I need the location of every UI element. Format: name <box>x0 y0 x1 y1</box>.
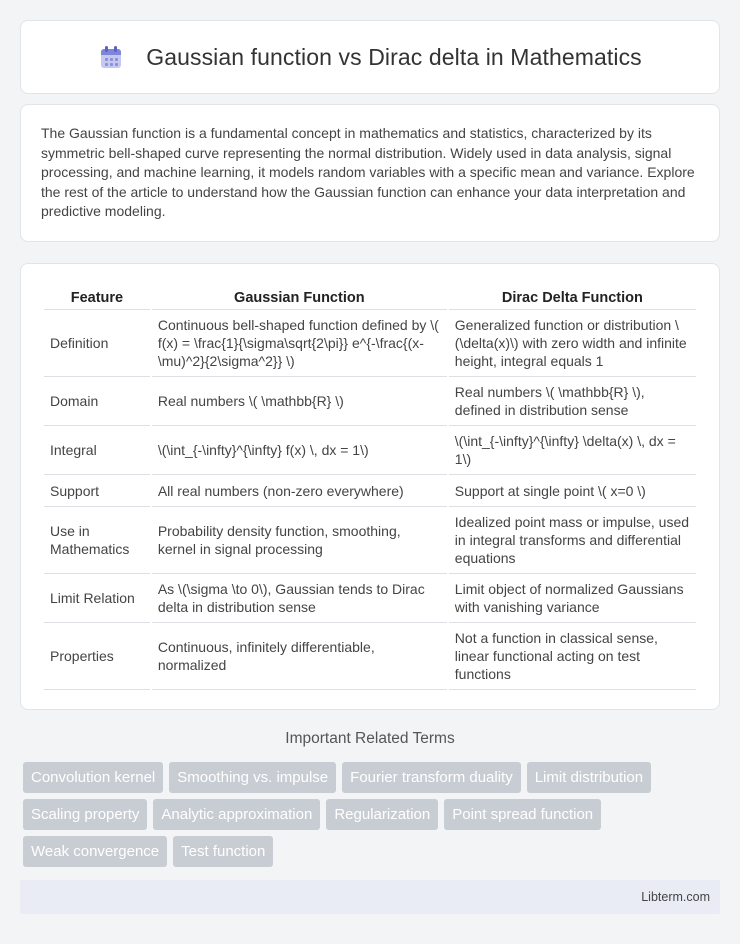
header-gaussian: Gaussian Function <box>152 284 447 310</box>
row-dirac: Support at single point \( x=0 \) <box>449 475 696 507</box>
row-feature: Use in Mathematics <box>44 507 150 574</box>
row-gaussian: Probability density function, smoothing, kernel in signal processing <box>152 507 447 574</box>
table-header-row <box>44 284 696 310</box>
row-dirac: \(\int_{-\infty}^{\infty} \delta(x) \, dx = 1\) <box>449 426 696 475</box>
row-feature: Properties <box>44 623 150 690</box>
header-dirac: Dirac Delta Function <box>449 284 696 310</box>
row-feature: Limit Relation <box>44 574 150 623</box>
footer-brand-link[interactable]: Libterm.com <box>641 890 710 904</box>
table-row <box>44 623 696 690</box>
calendar-icon <box>98 44 124 70</box>
row-feature: Domain <box>44 377 150 426</box>
related-terms-list <box>23 762 723 873</box>
row-gaussian: As \(\sigma \to 0\), Gaussian tends to Dirac delta in distribution sense <box>152 574 447 623</box>
table-row <box>44 475 696 507</box>
tag-smoothing-vs-impulse[interactable]: Smoothing vs. impulse <box>169 762 336 793</box>
table-row <box>44 377 696 426</box>
comparison-table <box>42 284 698 690</box>
intro-text: The Gaussian function is a fundamental concept in mathematics and statistics, characterized by its symmetric bell-shaped curve representing the normal distribution. Widely used in data analysis, signal processing, and machine learning, it models random variables with a specific mean and variance. Explore the rest of the article to understand how the Gaussian function can enhance your data interpretation and predictive modeling. <box>41 125 695 219</box>
row-gaussian: All real numbers (non-zero everywhere) <box>152 475 447 507</box>
tag-analytic-approximation[interactable]: Analytic approximation <box>153 799 320 830</box>
row-dirac: Real numbers \( \mathbb{R} \), defined in distribution sense <box>449 377 696 426</box>
row-dirac: Limit object of normalized Gaussians with vanishing variance <box>449 574 696 623</box>
page-title: Gaussian function vs Dirac delta in Mathematics <box>146 43 642 70</box>
tag-scaling-property[interactable]: Scaling property <box>23 799 147 830</box>
row-gaussian: Continuous bell-shaped function defined by \( f(x) = \frac{1}{\sigma\sqrt{2\pi}} e^{-\frac{(x-\mu)^2}{2\sigma^2}} \) <box>152 310 447 377</box>
tag-limit-distribution[interactable]: Limit distribution <box>527 762 651 793</box>
tag-convolution-kernel[interactable]: Convolution kernel <box>23 762 163 793</box>
row-gaussian: \(\int_{-\infty}^{\infty} f(x) \, dx = 1\) <box>152 426 447 475</box>
tag-weak-convergence[interactable]: Weak convergence <box>23 836 167 867</box>
row-feature: Integral <box>44 426 150 475</box>
tag-regularization[interactable]: Regularization <box>326 799 438 830</box>
row-dirac: Not a function in classical sense, linear functional acting on test functions <box>449 623 696 690</box>
comparison-table-card <box>20 263 720 710</box>
tag-point-spread-function[interactable]: Point spread function <box>444 799 601 830</box>
header-feature: Feature <box>44 284 150 310</box>
tag-test-function[interactable]: Test function <box>173 836 273 867</box>
row-dirac: Generalized function or distribution \(\delta(x)\) with zero width and infinite height, integral equals 1 <box>449 310 696 377</box>
footer <box>20 880 720 914</box>
table-row <box>44 426 696 475</box>
table-row <box>44 574 696 623</box>
related-terms-title: Important Related Terms <box>285 730 455 747</box>
tag-fourier-transform-duality[interactable]: Fourier transform duality <box>342 762 521 793</box>
table-row <box>44 310 696 377</box>
row-feature: Definition <box>44 310 150 377</box>
table-row <box>44 507 696 574</box>
row-feature: Support <box>44 475 150 507</box>
row-gaussian: Real numbers \( \mathbb{R} \) <box>152 377 447 426</box>
row-gaussian: Continuous, infinitely differentiable, normalized <box>152 623 447 690</box>
header-card <box>20 20 720 94</box>
intro-card <box>20 104 720 242</box>
row-dirac: Idealized point mass or impulse, used in integral transforms and differential equations <box>449 507 696 574</box>
